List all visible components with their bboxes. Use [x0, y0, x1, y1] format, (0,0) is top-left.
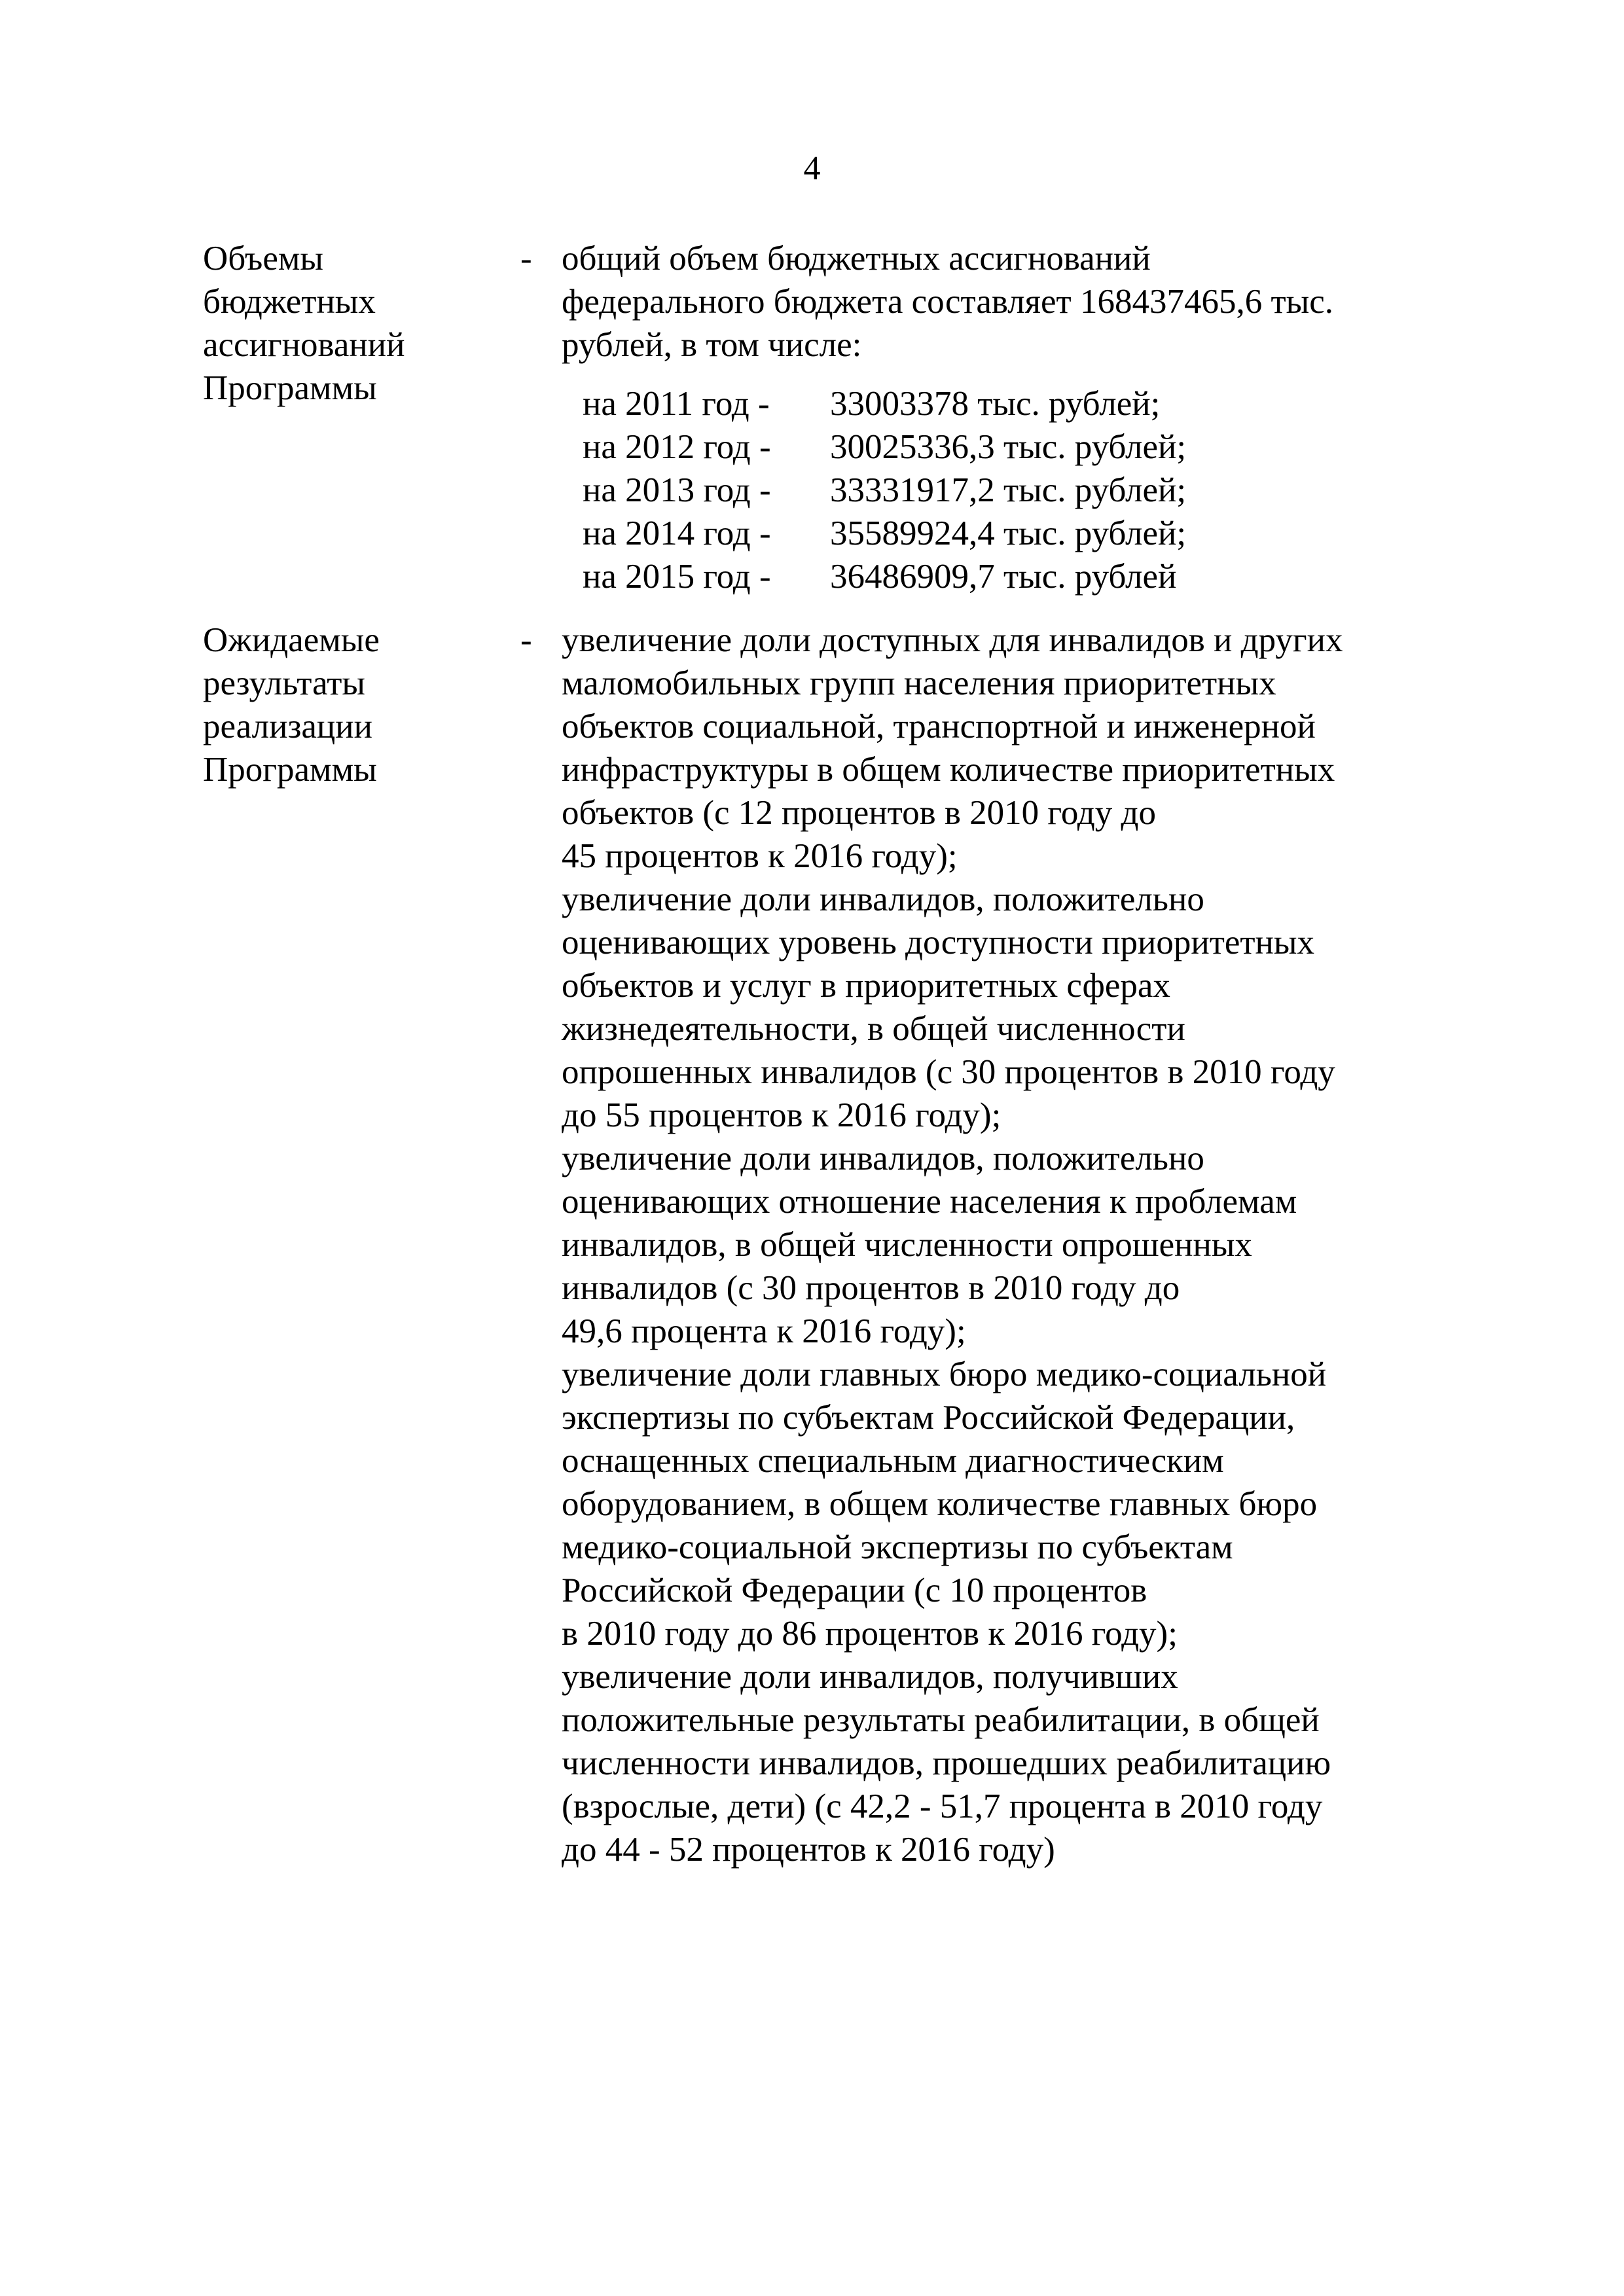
results-line: объектов (с 12 процентов в 2010 году до	[562, 794, 1156, 832]
budget-year-row	[583, 425, 1186, 469]
results-line: инвалидов (с 30 процентов в 2010 году до	[562, 1269, 1180, 1307]
results-line: до 55 процентов к 2016 году);	[562, 1096, 1001, 1134]
results-line: объектов социальной, транспортной и инженерной	[562, 708, 1316, 745]
results-label-line: реализации	[203, 708, 373, 745]
results-line: опрошенных инвалидов (с 30 процентов в 2010 году	[562, 1053, 1335, 1091]
year-value: 36486909,7 тыс. рублей	[830, 558, 1177, 596]
results-line: положительные результаты реабилитации, в общей	[562, 1701, 1320, 1739]
results-line: до 44 - 52 процентов к 2016 году)	[562, 1831, 1055, 1869]
results-line: инвалидов, в общей численности опрошенных	[562, 1226, 1252, 1264]
results-line: увеличение доли инвалидов, получивших	[562, 1658, 1178, 1696]
results-label-line: Программы	[203, 751, 377, 789]
results-line: оценивающих уровень доступности приоритетных	[562, 924, 1315, 961]
budget-label	[203, 237, 478, 410]
budget-intro-line: общий объем бюджетных ассигнований	[562, 240, 1151, 278]
results-dash: -	[520, 621, 532, 659]
year-label: на 2014 год -	[583, 514, 771, 552]
year-label: на 2013 год -	[583, 471, 771, 509]
budget-years-list	[583, 382, 1186, 598]
year-label: на 2011 год -	[583, 385, 770, 423]
year-value: 33331917,2 тыс. рублей;	[830, 471, 1187, 509]
results-line: 49,6 процента к 2016 году);	[562, 1312, 966, 1350]
results-line: оценивающих отношение населения к проблемам	[562, 1183, 1297, 1221]
budget-year-row	[583, 469, 1186, 512]
year-value: 33003378 тыс. рублей;	[830, 385, 1161, 423]
page-number: 4	[803, 150, 821, 187]
results-line: увеличение доли инвалидов, положительно	[562, 1139, 1204, 1177]
budget-label-line: Программы	[203, 369, 377, 407]
budget-label-line: Объемы	[203, 240, 323, 278]
results-line: маломобильных групп населения приоритетных	[562, 664, 1276, 702]
budget-label-line: бюджетных	[203, 283, 376, 321]
budget-intro-line: федерального бюджета составляет 168437465,6 тыс.	[562, 283, 1333, 321]
budget-year-row	[583, 512, 1186, 555]
results-line: инфраструктуры в общем количестве приоритетных	[562, 751, 1335, 789]
budget-dash: -	[520, 240, 532, 278]
budget-intro	[562, 237, 1439, 367]
results-line: увеличение доли доступных для инвалидов и других	[562, 621, 1343, 659]
results-label	[203, 619, 478, 791]
results-text	[562, 619, 1439, 1871]
results-line: 45 процентов к 2016 году);	[562, 837, 958, 875]
year-value: 35589924,4 тыс. рублей;	[830, 514, 1187, 552]
results-line: оснащенных специальным диагностическим	[562, 1442, 1224, 1480]
budget-year-row	[583, 382, 1186, 425]
results-line: оборудованием, в общем количестве главных бюро	[562, 1485, 1318, 1523]
results-label-line: Ожидаемые	[203, 621, 380, 659]
results-line: жизнедеятельности, в общей численности	[562, 1010, 1185, 1048]
results-line: увеличение доли инвалидов, положительно	[562, 880, 1204, 918]
budget-intro-line: рублей, в том числе:	[562, 326, 862, 364]
results-line: Российской Федерации (с 10 процентов	[562, 1571, 1147, 1609]
results-line: увеличение доли главных бюро медико-социальной	[562, 1355, 1327, 1393]
year-label: на 2015 год -	[583, 558, 771, 596]
results-line: объектов и услуг в приоритетных сферах	[562, 967, 1170, 1005]
year-label: на 2012 год -	[583, 428, 771, 466]
budget-year-row	[583, 555, 1186, 598]
budget-label-line: ассигнований	[203, 326, 405, 364]
results-line: медико-социальной экспертизы по субъектам	[562, 1528, 1233, 1566]
results-label-line: результаты	[203, 664, 365, 702]
results-line: (взрослые, дети) (с 42,2 - 51,7 процента в 2010 году	[562, 1787, 1323, 1825]
results-line: численности инвалидов, прошедших реабилитацию	[562, 1744, 1331, 1782]
year-value: 30025336,3 тыс. рублей;	[830, 428, 1187, 466]
results-line: экспертизы по субъектам Российской Федерации,	[562, 1399, 1295, 1437]
results-line: в 2010 году до 86 процентов к 2016 году);	[562, 1615, 1178, 1653]
